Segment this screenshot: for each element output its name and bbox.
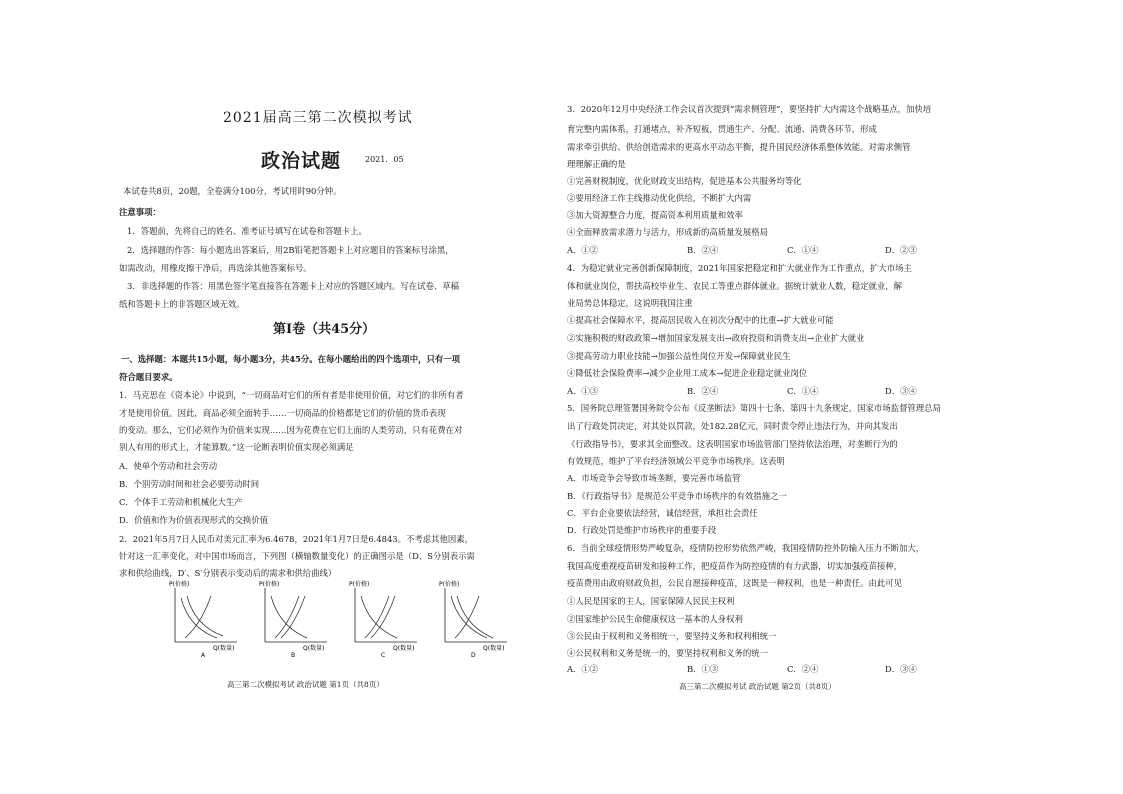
q1-option: C．个体手工劳动和机械化大生产 [119, 497, 243, 507]
q4-option: ③提高劳动力职业技能→加强公益性岗位开发→保障就业民生 [567, 351, 791, 361]
q4-line: 业局势总体稳定，这说明我国注重 [567, 298, 693, 308]
q3-answer: D．②③ [885, 245, 917, 255]
graph-letter: D [471, 652, 476, 658]
q1-option: A．使单个劳动和社会劳动 [119, 461, 218, 471]
q6-line: 6．当前全球疫情形势严峻复杂，疫情防控形势依然严峻，我国疫情防控外防输入压力不断加大， [567, 543, 925, 553]
note-line: 1．答题前，先将自己的姓名、准考证号填写在试卷和答题卡上。 [127, 226, 367, 236]
note-line: 3．非选择题的作答：用黑色签字笔直接答在答题卡上对应的答题区域内。写在试卷、草稿 [127, 281, 459, 291]
q1-option: B．个别劳动时间和社会必要劳动时间 [119, 479, 260, 489]
q4-option: ②实施积极的财政政策→增加国家发展支出→政府投资和消费支出→企业扩大就业 [567, 333, 865, 343]
q3-option: ④全面释放需求潜力与活力，形成新的高质量发展格局 [567, 227, 768, 237]
note-line: 纸和答题卡上的非答题区域无效。 [119, 299, 245, 309]
q4-answer: B．②④ [687, 386, 719, 396]
q4-answer: A．①③ [567, 386, 599, 396]
q6-line: 我国高度重视疫苗研发和接种工作，把疫苗作为防控疫情的有力武器，切实加强疫苗接种， [567, 561, 902, 571]
q3-line: 理理解正确的是 [567, 159, 626, 169]
exam-title: 2021届高三第二次模拟考试 [223, 110, 413, 126]
q2-line: 针对这一汇率变化，对中国市场而言，下列图（横轴数量变化）的正确图示是（D、S分别表示需 [119, 551, 475, 561]
q2-line: 求和供给曲线，D′、S′分别表示变动后的需求和供给曲线） [119, 568, 337, 578]
q5-option: D．行政处罚是维护市场秩序的重要手段 [567, 525, 717, 535]
page-footer: 高三第二次模拟考试 政治试题 第2页（共8页） [679, 682, 836, 691]
graph-x-label: Q(数量) [303, 645, 325, 652]
q3-line: 育完整内需体系，打通堵点，补齐短板，贯通生产、分配、流通、消费各环节，形成 [567, 124, 877, 134]
q5-line: 《行政指导书》，要求其全面整改。这表明国家市场监管部门坚持依法治理，对垄断行为的 [567, 439, 898, 449]
q6-option: ③公民由于权利和义务相统一，要坚持义务和权利相统一 [567, 631, 777, 641]
q5-line: 5．国务院总理签署国务院令公布《反垄断法》第四十七条、第四十九条规定，国家市场监督管理总局 [567, 403, 941, 413]
supply-demand-graphs [167, 578, 527, 658]
q6-option: ④公民权利和义务是统一的，要坚持权利和义务的统一 [567, 648, 768, 658]
q3-answer: A．①② [567, 245, 599, 255]
graph-x-label: Q(数量) [483, 645, 505, 652]
q1-line: 别人有用的形式上，才能算数。”这一论断表明价值实现必须满足 [119, 442, 354, 452]
graph-x-label: Q(数量) [393, 645, 415, 652]
q6-answer: A．①② [567, 664, 599, 674]
exam-intro: 本试卷共8页，20题，全卷满分100分，考试用时90分钟。 [123, 186, 342, 196]
q6-answer: C．②④ [787, 664, 819, 674]
graph-y-label: P(价格) [259, 581, 280, 588]
q4-line: 4．为稳定就业完善创新保障制度，2021年国家把稳定和扩大就业作为工作重点，扩大市场主 [567, 263, 912, 273]
graph-letter: A [201, 652, 206, 658]
graph-b [259, 580, 327, 658]
q5-line: 出了行政处罚决定，对其处以罚款，处182.28亿元，同时责令停止违法行为，并向其发出 [567, 421, 898, 431]
q4-line: 体和就业岗位，帮扶高校毕业生、农民工等重点群体就业。据统计就业人数，稳定就业，解 [567, 281, 902, 291]
instructions-line: 符合题目要求。 [119, 372, 178, 382]
q3-option: ②要用经济工作主线推动优化供给，不断扩大内需 [567, 193, 752, 203]
page-footer: 高三第二次模拟考试 政治试题 第1页（共8页） [227, 680, 384, 689]
q6-answer: B．①③ [687, 664, 719, 674]
q3-line: 需求牵引供给、供给创造需求的更高水平动态平衡，提升国民经济体系整体效能。对需求侧管 [567, 142, 911, 152]
q1-line: 的变动。那么，它们必须作为价值来实现……因为花费在它们上面的人类劳动，只有花费在对 [119, 425, 463, 435]
q3-line: 3．2020年12月中央经济工作会议首次提到“需求侧管理”，要坚持扩大内需这个战略基点，加快培 [567, 104, 932, 114]
q6-line: 疫苗费用由政府财政负担，公民自愿接种疫苗，这既是一种权利，也是一种责任。由此可见 [567, 578, 902, 588]
graph-y-label: P(价格) [439, 581, 460, 588]
graph-d [439, 580, 507, 658]
note-line: 如需改动，用橡皮擦干净后，再选涂其他答案标号。 [119, 263, 312, 273]
graph-letter: B [291, 652, 296, 658]
q5-line: 有效规范，维护了平台经济领域公平竞争市场秩序。这表明 [567, 456, 785, 466]
graph-y-label: P(价格) [169, 581, 190, 588]
q5-option: A．市场竞争会导致市场垄断，要完善市场监管 [567, 473, 741, 483]
q4-option: ④降低社会保险费率→减少企业用工成本→促进企业稳定就业岗位 [567, 368, 808, 378]
graph-y-label: P(价格) [349, 581, 370, 588]
q1-line: 1．马克思在《资本论》中说到，“一切商品对它们的所有者是非使用价值，对它们的非所有者 [119, 390, 464, 400]
graph-letter: C [381, 652, 386, 658]
q3-option: ①完善财税制度，优化财政支出结构，促进基本公共服务均等化 [567, 176, 802, 186]
section-title: 第Ⅰ卷（共45分） [273, 322, 376, 337]
graph-x-label: Q(数量) [213, 645, 235, 652]
exam-date: 2021．05 [365, 155, 404, 164]
note-line: 2．选择题的作答：每小题选出答案后，用2B铅笔把答题卡上对应题目的答案标号涂黑， [127, 245, 454, 255]
q3-answer: B．②④ [687, 245, 719, 255]
q4-option: ①提高社会保障水平，提高居民收入在初次分配中的比重→扩大就业可能 [567, 315, 834, 325]
graph-a [169, 580, 237, 658]
instructions-line: 一、选择题：本题共15小题，每小题3分，共45分。在每小题给出的四个选项中，只有一项 [121, 354, 461, 364]
q5-option: C．平台企业要依法经营，诚信经营，承担社会责任 [567, 508, 758, 518]
graph-c [349, 580, 417, 658]
q6-option: ①人民是国家的主人，国家保障人民民主权利 [567, 596, 735, 606]
q2-line: 2．2021年5月7日人民币对美元汇率为6.4678，2021年1月7日是6.4843。不考虑其他因素， [119, 534, 474, 544]
q6-option: ②国家维护公民生命健康权这一基本的人身权利 [567, 614, 743, 624]
q3-answer: C．①④ [787, 245, 819, 255]
q3-option: ③加大资源整合力度，提高资本利用质量和效率 [567, 210, 743, 220]
subject-title: 政治试题 [261, 150, 342, 172]
q6-answer: D．③④ [885, 664, 917, 674]
q1-option: D．价值和作为价值表现形式的交换价值 [119, 515, 269, 525]
q4-answer: D．③④ [885, 386, 917, 396]
q5-option: B．《行政指导书》是规范公平竞争市场秩序的有效措施之一 [567, 491, 787, 501]
notes-heading: 注意事项： [119, 207, 161, 217]
q4-answer: C．①④ [787, 386, 819, 396]
q1-line: 才是使用价值。因此，商品必须全面转手……一切商品的价格都是它们的价值的货币表现 [119, 408, 446, 418]
